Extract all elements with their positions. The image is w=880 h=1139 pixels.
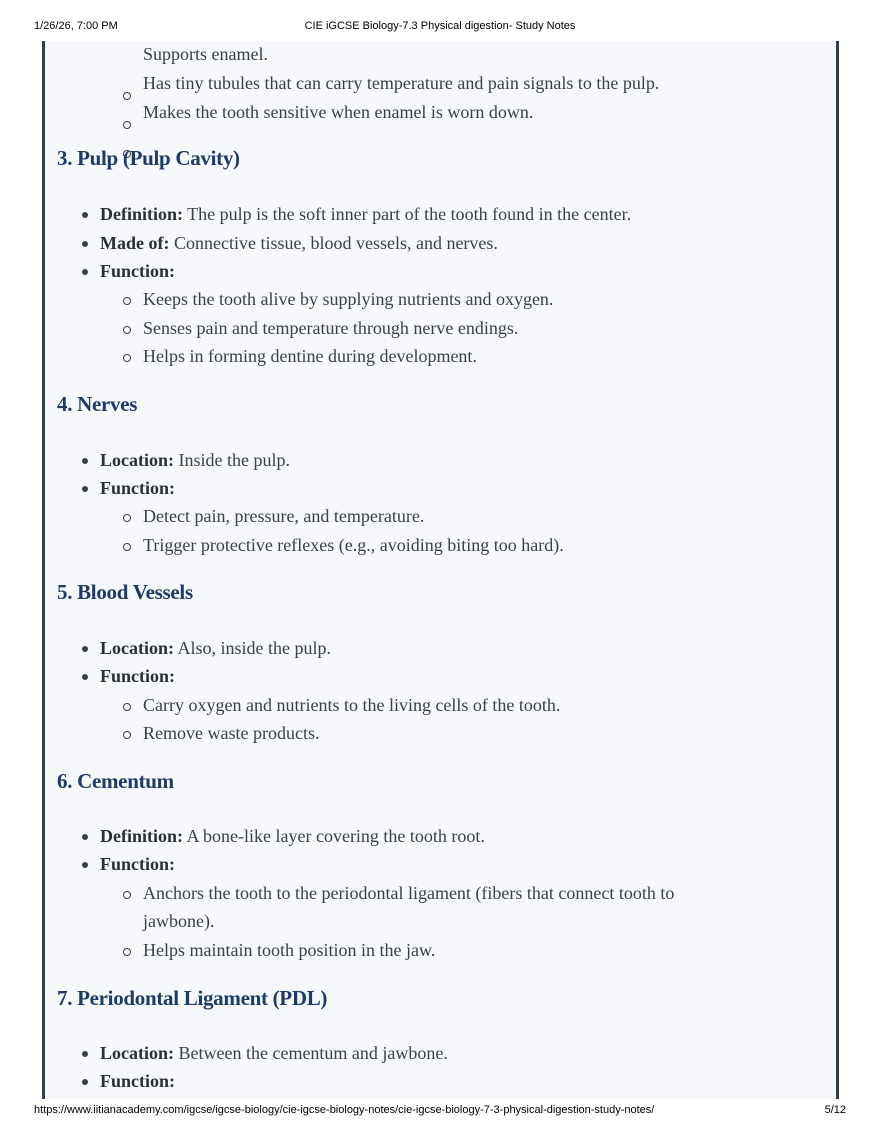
section-heading: 3. Pulp (Pulp Cavity) (57, 146, 240, 170)
bullet-icon (82, 674, 88, 680)
sub-bullet-icon (123, 92, 131, 100)
bullet-icon (82, 1079, 88, 1085)
location-label: Location: (100, 450, 174, 470)
bullet-icon (82, 269, 88, 275)
function-label: Function: (100, 1071, 176, 1091)
list-item (100, 232, 498, 254)
list-item: Senses pain and temperature through nerve endings. (143, 318, 519, 338)
bullet-icon (82, 458, 88, 464)
page-url[interactable]: https://www.iitianacademy.com/igcse/igcse-biology/cie-igcse-biology-notes/cie-igcse-biology-7-3-physical-digestion-study-notes/ (34, 1104, 655, 1116)
function-label: Function: (100, 666, 176, 686)
print-header (0, 20, 880, 36)
function-label: Function: (100, 478, 176, 498)
print-title: CIE iGCSE Biology-7.3 Physical digestion- Study Notes (304, 20, 576, 32)
list-item (100, 1042, 448, 1064)
location-text: Between the cementum and jawbone. (174, 1043, 448, 1063)
definition-label: Definition: (100, 204, 183, 224)
bullet-icon (82, 862, 88, 868)
definition-label: Definition: (100, 826, 183, 846)
bullet-icon (82, 646, 88, 652)
sub-bullet-icon (123, 703, 131, 711)
location-text: Also, inside the pulp. (174, 638, 331, 658)
sub-bullet-icon (123, 891, 131, 899)
list-item-continuation: jawbone). (143, 911, 215, 931)
list-item: Makes the tooth sensitive when enamel is worn down. (143, 102, 534, 122)
definition-text: A bone-like layer covering the tooth root. (183, 826, 485, 846)
sub-bullet-icon (123, 948, 131, 956)
definition-text: The pulp is the soft inner part of the tooth found in the center. (183, 204, 632, 224)
section-heading: 5. Blood Vessels (57, 580, 193, 604)
made-of-text: Connective tissue, blood vessels, and nerves. (169, 233, 498, 253)
list-item: Has tiny tubules that can carry temperature and pain signals to the pulp. (143, 73, 660, 93)
bullet-icon (82, 241, 88, 247)
list-item: Detect pain, pressure, and temperature. (143, 506, 425, 526)
list-item: Keeps the tooth alive by supplying nutrients and oxygen. (143, 289, 554, 309)
sub-bullet-icon (123, 297, 131, 305)
sub-bullet-icon (123, 121, 131, 129)
sub-bullet-icon (123, 543, 131, 551)
list-item (100, 449, 290, 471)
location-text: Inside the pulp. (174, 450, 290, 470)
list-item: Helps maintain tooth position in the jaw. (143, 940, 436, 960)
page-number: 5/12 (824, 1104, 846, 1116)
list-item: Supports enamel. (143, 44, 268, 64)
location-label: Location: (100, 1043, 174, 1063)
bullet-icon (82, 486, 88, 492)
made-of-label: Made of: (100, 233, 170, 253)
list-item: Trigger protective reflexes (e.g., avoiding biting too hard). (143, 535, 564, 555)
location-label: Location: (100, 638, 174, 658)
list-item: Helps in forming dentine during development. (143, 346, 477, 366)
bullet-icon (82, 212, 88, 218)
list-item (100, 203, 631, 225)
list-item: Anchors the tooth to the periodontal ligament (fibers that connect tooth to (143, 883, 675, 903)
sub-bullet-icon (123, 514, 131, 522)
list-item: Carry oxygen and nutrients to the living cells of the tooth. (143, 695, 561, 715)
section-heading: 7. Periodontal Ligament (PDL) (57, 986, 328, 1010)
bullet-icon (82, 834, 88, 840)
section-heading: 6. Cementum (57, 769, 174, 793)
function-label: Function: (100, 854, 176, 874)
list-item: Remove waste products. (143, 723, 320, 743)
bullet-icon (82, 1051, 88, 1057)
function-label: Function: (100, 261, 176, 281)
section-heading: 4. Nerves (57, 392, 138, 416)
notes-card (42, 41, 839, 1099)
sub-bullet-icon (123, 731, 131, 739)
print-date: 1/26/26, 7:00 PM (34, 20, 118, 32)
list-item (100, 825, 485, 847)
list-item (100, 637, 331, 659)
print-footer (0, 1104, 880, 1120)
sub-bullet-icon (123, 354, 131, 362)
sub-bullet-icon (123, 326, 131, 334)
